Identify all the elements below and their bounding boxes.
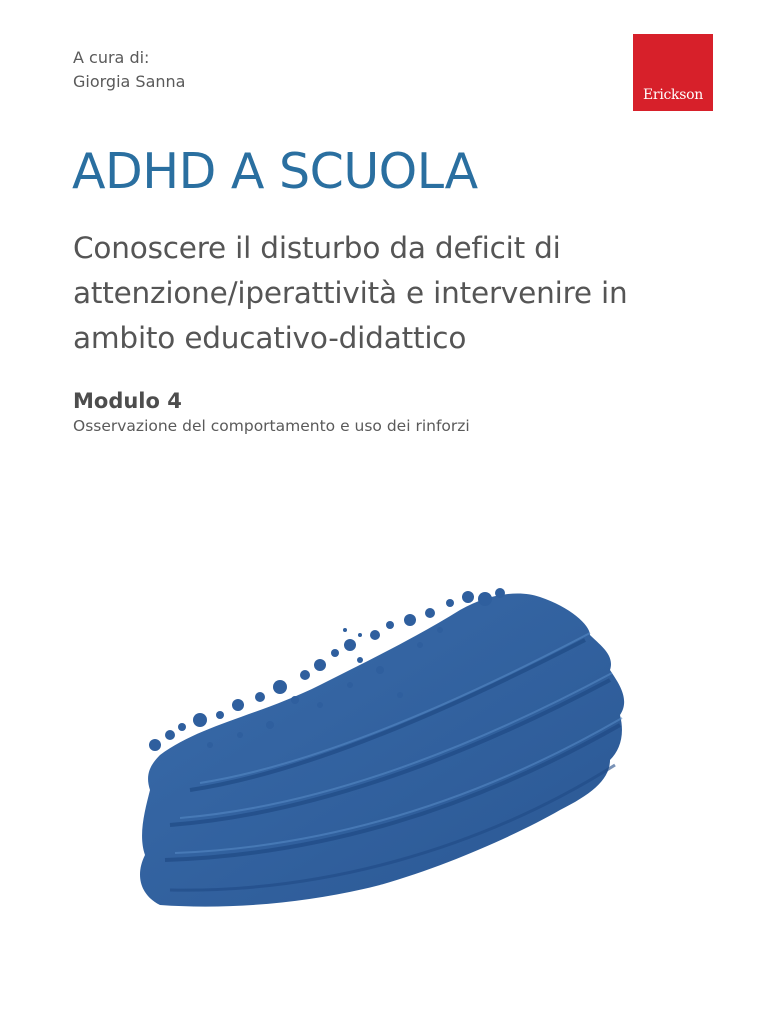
paint-brush-stroke-illustration — [120, 575, 640, 920]
module-description: Osservazione del comportamento e uso dei rinforzi — [73, 417, 470, 435]
subtitle-line-3: ambito educativo-didattico — [73, 321, 467, 355]
publisher-logo-text: Erickson — [643, 87, 703, 103]
subtitle-line-1: Conoscere il disturbo da deficit di — [73, 231, 561, 265]
subtitle-line-2: attenzione/iperattività e intervenire in — [73, 276, 628, 310]
editor-label: A cura di: — [73, 48, 150, 67]
book-subtitle — [73, 226, 713, 361]
editor-block — [73, 46, 185, 94]
publisher-logo — [633, 34, 713, 111]
editor-name: Giorgia Sanna — [73, 72, 186, 91]
brush-stroke-body — [140, 593, 624, 906]
book-title: ADHD A SCUOLA — [72, 143, 478, 200]
module-label: Modulo 4 — [73, 389, 182, 413]
